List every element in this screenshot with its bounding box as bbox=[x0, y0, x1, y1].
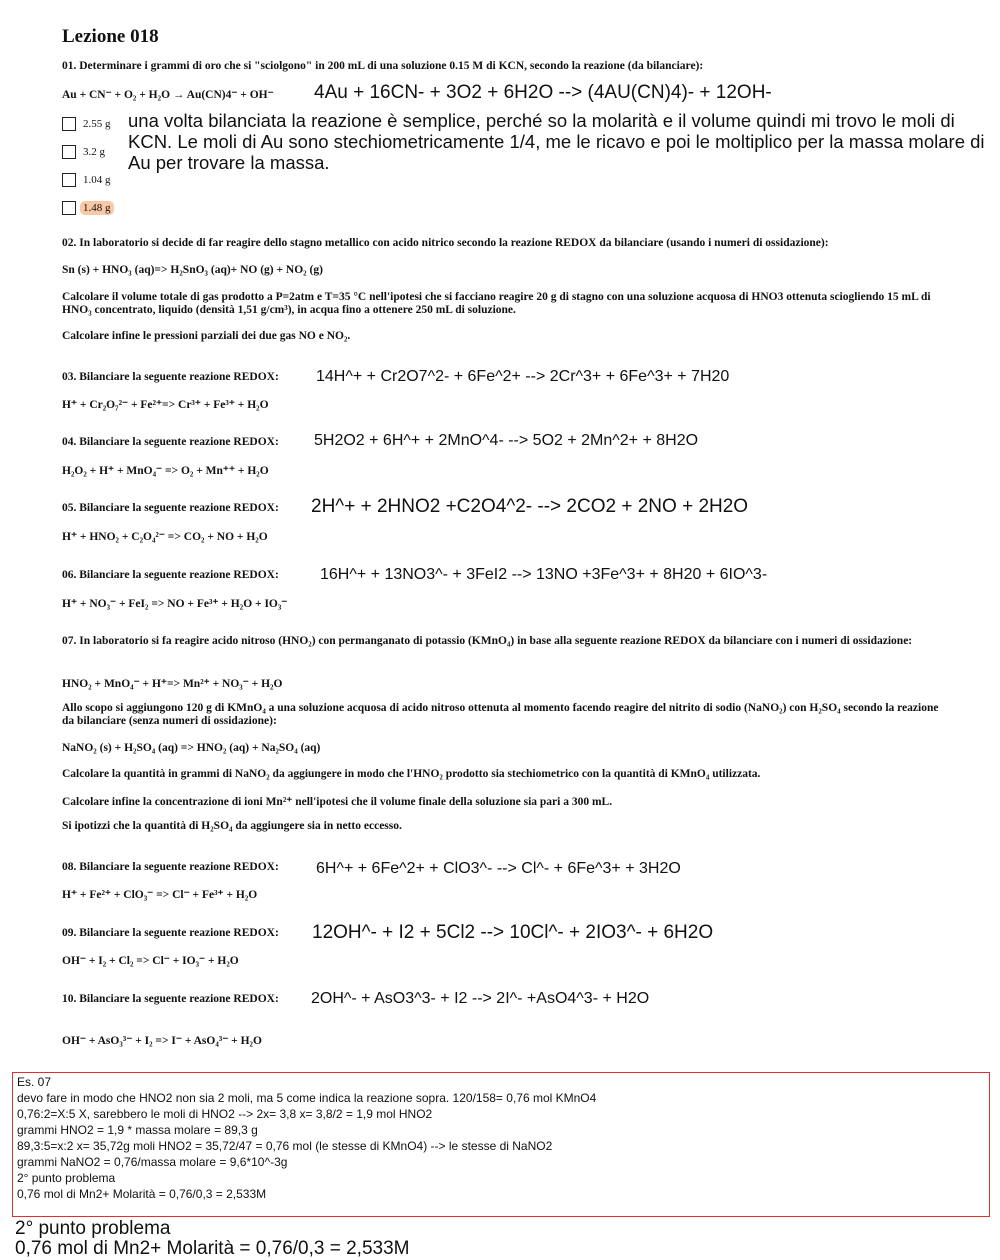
notes-box[interactable] bbox=[12, 1072, 990, 1217]
notes-line: 0,76 mol di Mn2+ Molarità = 0,76/0,3 = 2,533M bbox=[17, 1187, 267, 1201]
option-3[interactable] bbox=[62, 166, 114, 194]
page-title: Lezione 018 bbox=[62, 26, 159, 47]
q05-answer-hand: 2H^+ + 2HNO2 +C2O4^2- --> 2CO2 + 2NO + 2H2O bbox=[311, 496, 749, 517]
q09-reaction: OH⁻ + I₂ + Cl₂ => Cl⁻ + IO₃⁻ + H₂O bbox=[62, 955, 239, 967]
q10-answer-hand: 2OH^- + AsO3^3- + I2 --> 2I^- +AsO4^3- + H2O bbox=[311, 990, 650, 1007]
option-label: 2.55 g bbox=[83, 118, 111, 130]
q03-answer-hand: 14H^+ + Cr2O7^2- + 6Fe^2+ --> 2Cr^3+ + 6Fe^3+ + 7H20 bbox=[316, 368, 730, 385]
q07-reaction-2: NaNO₂ (s) + H₂SO₄ (aq) => HNO₂ (aq) + Na₂SO₄ (aq) bbox=[62, 742, 321, 754]
q07-reaction-1: HNO₂ + MnO₄⁻ + H⁺=> Mn²⁺ + NO₃⁻ + H₂O bbox=[62, 678, 283, 690]
q08-answer-hand: 6H^+ + 6Fe^2+ + ClO3^- --> Cl^- + 6Fe^3+ + 3H2O bbox=[316, 860, 681, 877]
option-label-highlighted: 1.48 g bbox=[80, 201, 114, 215]
q05-reaction: H⁺ + HNO₂ + C₂O₄²⁻ => CO₂ + NO + H₂O bbox=[62, 531, 268, 543]
q03-reaction: H⁺ + Cr₂O₇²⁻ + Fe²⁺=> Cr³⁺ + Fe³⁺ + H₂O bbox=[62, 399, 269, 411]
q06-answer-hand: 16H^+ + 13NO3^- + 3FeI2 --> 13NO +3Fe^3+ + 8H20 + 6IO^3- bbox=[320, 566, 768, 583]
notes-line: Es. 07 bbox=[17, 1075, 52, 1089]
notes-line: 89,3:5=x:2 x= 35,72g moli HNO2 = 35,72/47 = 0,76 mol (le stesse di KMnO4) --> le stesse di NaNO2 bbox=[17, 1139, 553, 1153]
q04-text: 04. Bilanciare la seguente reazione REDOX: bbox=[62, 436, 279, 448]
q05-text: 05. Bilanciare la seguente reazione REDOX: bbox=[62, 502, 279, 514]
notes-line: 0,76:2=X:5 X, sarebbero le moli di HNO2 --> 2x= 3,8 x= 3,8/2 = 1,9 mol HNO2 bbox=[17, 1107, 433, 1121]
q02-reaction: Sn (s) + HNO₃ (aq)=> H₂SnO₃ (aq)+ NO (g) + NO₂ (g) bbox=[62, 264, 323, 276]
q06-text: 06. Bilanciare la seguente reazione REDOX: bbox=[62, 569, 279, 581]
q01-note: una volta bilanciata la reazione è semplice, perché so la molarità e il volume quindi mi trovo le moli di KCN. Le moli di Au sono stechiometricamente 1/4, me le ricavo e poi le moltiplico per la massa molare di Au per trovare la massa. bbox=[128, 110, 985, 173]
q07-paragraph-1: Allo scopo si aggiungono 120 g di KMnO₄ a una soluzione acquosa di acido nitroso ottenuta al momento facendo reagire del nitrito di sodio (NaNO₂) con H₂SO₄ secondo la reazione da bilanciare (senza numeri di ossidazione): bbox=[62, 702, 939, 727]
q08-reaction: H⁺ + Fe²⁺ + ClO₃⁻ => Cl⁻ + Fe³⁺ + H₂O bbox=[62, 889, 258, 901]
q03-text: 03. Bilanciare la seguente reazione REDOX: bbox=[62, 371, 279, 383]
q02-paragraph-1: Calcolare il volume totale di gas prodotto a P=2atm e T=35 °C nell'ipotesi che si facciano reagire 20 g di stagno con una soluzione acquosa di HNO3 ottenuta sciogliendo 15 mL di HNO₃ concentrato, liquido (densità 1,51 g/cm³), in acqua fino a ottenere 250 mL di soluzione. bbox=[62, 291, 931, 316]
q09-answer-hand: 12OH^- + I2 + 5Cl2 --> 10Cl^- + 2IO3^- + 6H2O bbox=[312, 922, 714, 943]
bottom-line-1: 2° punto problema bbox=[15, 1218, 171, 1239]
q01-options bbox=[62, 110, 114, 222]
q10-text: 10. Bilanciare la seguente reazione REDOX: bbox=[62, 993, 279, 1005]
q07-paragraph-4: Si ipotizzi che la quantità di H₂SO₄ da aggiungere sia in netto eccesso. bbox=[62, 820, 402, 832]
option-1[interactable] bbox=[62, 110, 114, 138]
checkbox[interactable] bbox=[62, 145, 76, 159]
q10-reaction: OH⁻ + AsO₃³⁻ + I₂ => I⁻ + AsO₄³⁻ + H₂O bbox=[62, 1035, 262, 1047]
option-label: 3.2 g bbox=[83, 146, 105, 158]
q02-paragraph-2: Calcolare infine le pressioni parziali dei due gas NO e NO₂. bbox=[62, 330, 351, 342]
checkbox[interactable] bbox=[62, 117, 76, 131]
checkbox[interactable] bbox=[62, 173, 76, 187]
option-2[interactable] bbox=[62, 138, 114, 166]
q01-answer-hand: 4Au + 16CN- + 3O2 + 6H2O --> (4AU(CN)4)- + 12OH- bbox=[314, 82, 772, 103]
q07-paragraph-3: Calcolare infine la concentrazione di ioni Mn²⁺ nell'ipotesi che il volume finale della soluzione sia pari a 300 mL. bbox=[62, 796, 613, 808]
q06-reaction: H⁺ + NO₃⁻ + FeI₂ => NO + Fe³⁺ + H₂O + IO₃⁻ bbox=[62, 598, 288, 610]
q04-answer-hand: 5H2O2 + 6H^+ + 2MnO^4- --> 5O2 + 2Mn^2+ + 8H2O bbox=[314, 432, 699, 449]
q02-text: 02. In laboratorio si decide di far reagire dello stagno metallico con acido nitrico secondo la reazione REDOX da bilanciare (usando i numeri di ossidazione): bbox=[62, 237, 829, 249]
q08-text: 08. Bilanciare la seguente reazione REDOX: bbox=[62, 861, 279, 873]
q04-reaction: H₂O₂ + H⁺ + MnO₄⁻ => O₂ + Mn⁺⁺ + H₂O bbox=[62, 465, 269, 477]
bottom-line-2: 0,76 mol di Mn2+ Molarità = 0,76/0,3 = 2,533M bbox=[15, 1238, 410, 1259]
q07-paragraph-2: Calcolare la quantità in grammi di NaNO₂ da aggiungere in modo che l'HNO₂ prodotto sia stechiometrico con la quantità di KMnO₄ utilizzata. bbox=[62, 768, 761, 780]
q01-reaction: Au + CN⁻ + O₂ + H₂O → Au(CN)4⁻ + OH⁻ bbox=[62, 89, 274, 101]
q09-text: 09. Bilanciare la seguente reazione REDOX: bbox=[62, 927, 279, 939]
option-4[interactable] bbox=[62, 194, 114, 222]
notes-line: grammi NaNO2 = 0,76/massa molare = 9,6*10^-3g bbox=[17, 1155, 288, 1169]
q07-text: 07. In laboratorio si fa reagire acido nitroso (HNO₂) con permanganato di potassio (KMnO₄) in base alla seguente reazione REDOX da bilanciare con i numeri di ossidazione: bbox=[62, 635, 913, 647]
notes-line: grammi HNO2 = 1,9 * massa molare = 89,3 g bbox=[17, 1123, 258, 1137]
q01-text: 01. Determinare i grammi di oro che si "sciolgono" in 200 mL di una soluzione 0.15 M di KCN, secondo la reazione (da bilanciare): bbox=[62, 60, 704, 72]
checkbox[interactable] bbox=[62, 201, 76, 215]
notes-line: devo fare in modo che HNO2 non sia 2 moli, ma 5 come indica la reazione sopra. 120/158= 0,76 mol KMnO4 bbox=[17, 1091, 597, 1105]
option-label: 1.04 g bbox=[83, 174, 111, 186]
notes-line: 2° punto problema bbox=[17, 1171, 116, 1185]
